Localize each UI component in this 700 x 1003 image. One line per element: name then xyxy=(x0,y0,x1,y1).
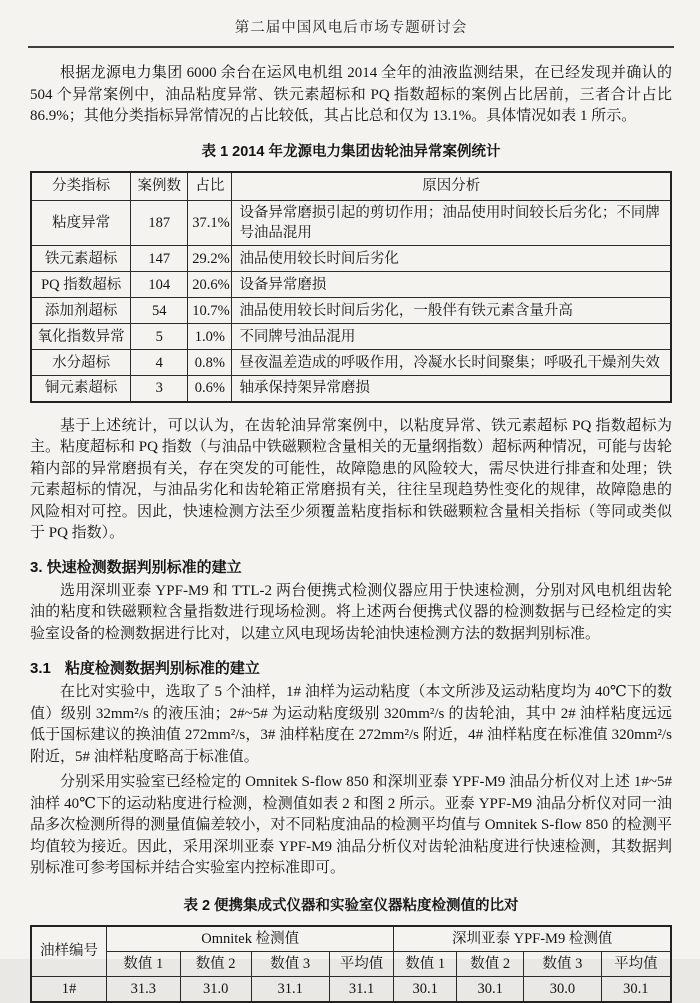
cell-count: 104 xyxy=(131,272,188,298)
cell-value: 30.0 xyxy=(524,976,601,1002)
table2-subheader-row xyxy=(31,951,671,976)
table-row xyxy=(31,246,671,272)
table2-subheader: 数值 2 xyxy=(180,951,251,976)
cell-ratio: 10.7% xyxy=(188,298,232,324)
table-row xyxy=(31,324,671,350)
table1-header-indicator: 分类指标 xyxy=(31,172,131,201)
table-row xyxy=(31,201,671,246)
cell-reason: 不同牌号油品混用 xyxy=(232,324,671,350)
cell-indicator: 添加剂超标 xyxy=(31,298,131,324)
table2-subheader: 数值 2 xyxy=(457,951,524,976)
table1-caption: 表 1 2014 年龙源电力集团齿轮油异常案例统计 xyxy=(201,143,501,160)
cell-ratio: 20.6% xyxy=(188,272,232,298)
table-row xyxy=(31,298,671,324)
cell-value: 30.1 xyxy=(394,976,457,1002)
table2-group-ypf-m9: 深圳亚泰 YPF-M9 检测值 xyxy=(394,926,671,952)
cell-ratio: 0.6% xyxy=(188,376,232,402)
cell-indicator: 铜元素超标 xyxy=(31,376,131,402)
table-row xyxy=(31,350,671,376)
cell-reason: 设备异常磨损引起的剪切作用；油品使用时间较长后劣化；不同牌号油品混用 xyxy=(232,201,671,246)
table2-header-sample: 油样编号 xyxy=(31,926,107,977)
table2-subheader: 数值 3 xyxy=(251,951,329,976)
analysis-paragraph: 基于上述统计，可以认为，在齿轮油异常案例中，以粘度异常、铁元素超标 PQ 指数超标为主。粘度超标和 PQ 指数（与油品中铁磁颗粒含量相关的无量纲指数）超标两种情况，可能与齿轮箱内部的异常磨损有关，存在突发的可能性，故障隐患的风险较大，需尽快进行排查和处理；铁元素超标的情况，与油品劣化和齿轮箱正常磨损有关，往往呈现趋势性变化的规律，故障隐患的风险相对可控。因此，快速检测方法至少须覆盖粘度指标和铁磁颗粒含量相关指标（等同或类似于 PQ 指数）。 xyxy=(30,417,672,541)
table2-subheader: 平均值 xyxy=(329,951,394,976)
header-rule xyxy=(28,46,674,48)
cell-value: 31.1 xyxy=(329,976,394,1002)
table1-header-row xyxy=(31,172,671,201)
table2-group-header-row xyxy=(31,926,671,952)
section-3-1-paragraph-2: 分别采用实验室已经检定的 Omnitek S-flow 850 和深圳亚泰 YPF-M9 油品分析仪对上述 1#~5# 油样 40℃下的运动粘度进行检测，检测值如表 2 和图 2 所示。亚泰 YPF-M9 油品分析仪对同一油品多次检测所得的测量值偏差较小，对不同粘度油品的检测平均值与 Omnitek S-flow 850 的检测平均值较为接近。因此，采用深圳亚泰 YPF-M9 油品分析仪对齿轮油粘度进行快速检测，其数据判别标准可参考国标并结合实验室内控标准即可。 xyxy=(30,774,672,876)
section-3-paragraph: 选用深圳亚泰 YPF-M9 和 TTL-2 两台便携式检测仪器应用于快速检测，分别对风电机组齿轮油的粘度和铁磁颗粒含量指数进行现场检测。将上述两台便携式仪器的检测数据与已经检定的实验室设备的检测数据进行比对，以建立风电现场齿轮油快速检测方法的数据判别标准。 xyxy=(30,582,672,642)
cell-count: 147 xyxy=(131,246,188,272)
cell-value: 31.0 xyxy=(180,976,251,1002)
cell-reason: 昼夜温差造成的呼吸作用，冷凝水长时间聚集；呼吸孔干燥剂失效 xyxy=(232,350,671,376)
table1-header-ratio: 占比 xyxy=(188,172,232,201)
cell-count: 54 xyxy=(131,298,188,324)
cell-ratio: 29.2% xyxy=(188,246,232,272)
section-3-1-heading xyxy=(30,657,672,678)
table2-subheader: 数值 1 xyxy=(394,951,457,976)
cell-indicator: 铁元素超标 xyxy=(31,246,131,272)
cell-reason: 油品使用较长时间后劣化 xyxy=(232,246,671,272)
table-row xyxy=(31,976,671,1002)
section-3-heading: 3. 快速检测数据判别标准的建立 xyxy=(30,558,242,576)
section-3-1-paragraph-1: 在比对实验中，选取了 5 个油样，1# 油样为运动粘度（本文所涉及运动粘度均为 40℃下的数值）级别 32mm²/s 的液压油；2#~5# 为运动粘度级别 320mm²/s 的齿轮油，其中 2# 油样粘度远远低于国标建议的换油值 272mm²/s，3# 油样粘度在 272mm²/s 附近，4# 油样粘度在标准值 320mm²/s 附近，5# 油样粘度略高于标准值。 xyxy=(30,684,672,765)
table2-subheader: 数值 3 xyxy=(524,951,601,976)
cell-indicator: PQ 指数超标 xyxy=(31,272,131,298)
cell-ratio: 0.8% xyxy=(188,350,232,376)
cell-count: 187 xyxy=(131,201,188,246)
table1-header-count: 案例数 xyxy=(131,172,188,201)
cell-indicator: 水分超标 xyxy=(31,350,131,376)
running-header: 第二届中国风电后市场专题研讨会 xyxy=(234,20,468,36)
table-row xyxy=(31,272,671,298)
table2-caption: 表 2 便携集成式仪器和实验室仪器粘度检测值的比对 xyxy=(183,897,519,914)
table2-subheader: 数值 1 xyxy=(107,951,181,976)
cell-indicator: 粘度异常 xyxy=(31,201,131,246)
table2-group-omnitek: Omnitek 检测值 xyxy=(107,926,394,952)
table1-header-reason: 原因分析 xyxy=(232,172,671,201)
table-row xyxy=(31,376,671,402)
cell-value: 31.3 xyxy=(107,976,181,1002)
cell-value: 30.1 xyxy=(601,976,671,1002)
cell-sample: 1# xyxy=(31,976,107,1002)
cell-ratio: 1.0% xyxy=(188,324,232,350)
table1 xyxy=(30,171,672,403)
intro-paragraph: 根据龙源电力集团 6000 余台在运风电机组 2014 全年的油液监测结果，在已经发现并确认的 504 个异常案例中，油品粘度异常、铁元素超标和 PQ 指数超标的案例占比居前，三者合计占比 86.9%；其他分类指标异常情况的占比较低，其占比总和仅为 13.1%。具体情况如表 1 所示。 xyxy=(30,65,672,124)
cell-value: 31.1 xyxy=(251,976,329,1002)
cell-ratio: 37.1% xyxy=(188,201,232,246)
cell-count: 5 xyxy=(131,324,188,350)
table2 xyxy=(30,925,672,1003)
section-3-1-title: 粘度检测数据判别标准的建立 xyxy=(64,660,260,677)
cell-reason: 轴承保持架异常磨损 xyxy=(232,376,671,402)
table2-subheader: 平均值 xyxy=(601,951,671,976)
cell-indicator: 氧化指数异常 xyxy=(31,324,131,350)
cell-count: 4 xyxy=(131,350,188,376)
section-3-1-number: 3.1 xyxy=(30,660,51,677)
cell-reason: 油品使用较长时间后劣化，一般伴有铁元素含量升高 xyxy=(232,298,671,324)
cell-value: 30.1 xyxy=(457,976,524,1002)
cell-reason: 设备异常磨损 xyxy=(232,272,671,298)
cell-count: 3 xyxy=(131,376,188,402)
